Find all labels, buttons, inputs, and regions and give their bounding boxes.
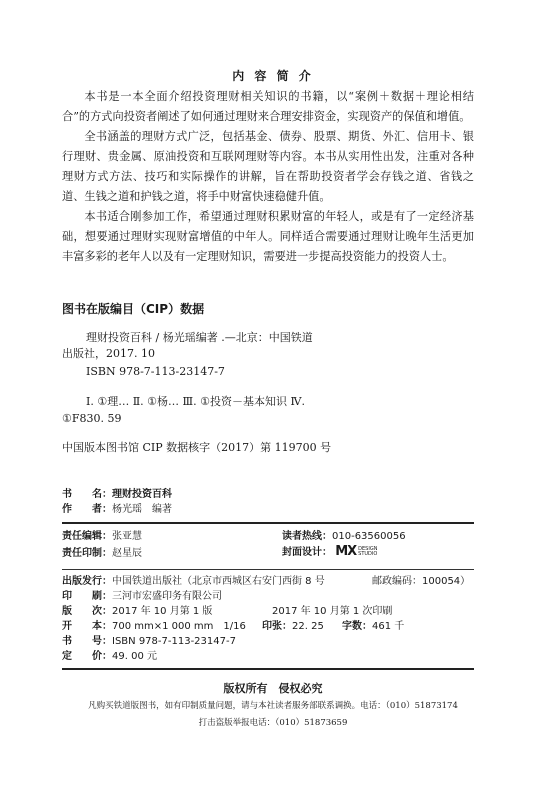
hotline-row: 读者热线：010-63560056 [282,531,406,542]
intro-paragraph: 本书适合刚参加工作，希望通过理财积累财富的年轻人，或是有了一定经济基础，想要通过理财实现财富增值的中年人。同样适合需要通过理财让晚年生活更加丰富多彩的老年人以及有一定理财知识，需要进一步提高投资能力的投资人士。 [62,210,474,263]
print-manager-row: 责任印制：赵星辰 [62,548,142,559]
book-author-row: 作 者：杨光瑶 编著 [62,504,172,515]
cover-design-row: 封面设计： MX DESIGN STUDIO [282,544,378,559]
format-row: 开 本：700 mm×1 000 mm 1/16 [62,621,246,632]
design-studio-logo: MX DESIGN STUDIO [335,544,378,559]
printer-row: 印 刷：三河市宏盛印务有限公司 [62,591,222,602]
cip-line: 理财投资百科 / 杨光瑶编著 .—北京：中国铁道 [86,331,313,344]
service-notice: 凡购买铁道版图书，如有印制质量问题，请与本社读者服务部联系调换。电话：（010）51873174 [88,701,458,711]
book-author: 杨光瑶 编著 [112,504,172,515]
editor-row: 责任编辑：张亚慧 [62,531,142,542]
book-title: 理财投资百科 [112,489,172,500]
postcode: 邮政编码：100054） [372,576,471,587]
divider [62,569,474,570]
intro-title: 内 容 简 介 [232,69,314,83]
copyright-title: 版权所有 侵权必究 [223,682,323,695]
cip-check-number: 中国版本图书馆 CIP 数据核字（2017）第 119700 号 [62,441,332,454]
intro-paragraph: 全书涵盖的理财方式广泛，包括基金、债券、股票、期货、外汇、信用卡、银行理财、贵金属、原油投资和互联网理财等内容。本书从实用性出发，注重对各种理财方式方法、技巧和实际操作的讲解，旨在帮助投资者学会存钱之道、省钱之道、生钱之道和护钱之道，将手中财富快速稳健升值。 [62,130,474,203]
isbn-row: 书 号：ISBN 978-7-113-23147-7 [62,636,236,647]
edition-row: 版 次：2017 年 10 月第 1 版 [62,606,213,617]
intro-paragraph: 本书是一本全面介绍投资理财相关知识的书籍，以“案例＋数据＋理论相结合”的方式向投资者阐述了如何通过理财来合理安排资金，实现资产的保值和增值。 [62,90,474,123]
cip-heading: 图书在版编目（CIP）数据 [62,302,205,316]
piracy-hotline: 打击盗版举报电话：（010）51873659 [198,718,348,728]
divider [62,522,474,524]
intro-body [62,87,474,267]
impression: 2017 年 10 月第 1 次印刷 [272,606,393,617]
price-row: 定 价：49. 00 元 [62,651,157,662]
cip-line: 出版社，2017. 10 [62,347,155,360]
cip-line: ISBN 978-7-113-23147-7 [86,365,225,378]
divider [62,668,474,670]
cip-line: Ⅰ. ①理… Ⅱ. ①杨… Ⅲ. ①投资－基本知识 Ⅳ. [86,395,305,408]
words-row: 字数：461 千 [342,621,405,632]
book-title-row: 书 名：理财投资百科 [62,489,172,500]
issuer-row: 出版发行：中国铁道出版社（北京市西城区右安门西街 8 号 [62,576,325,587]
cip-line: ①F830. 59 [62,412,122,425]
sheets-row: 印张：22. 25 [262,621,324,632]
